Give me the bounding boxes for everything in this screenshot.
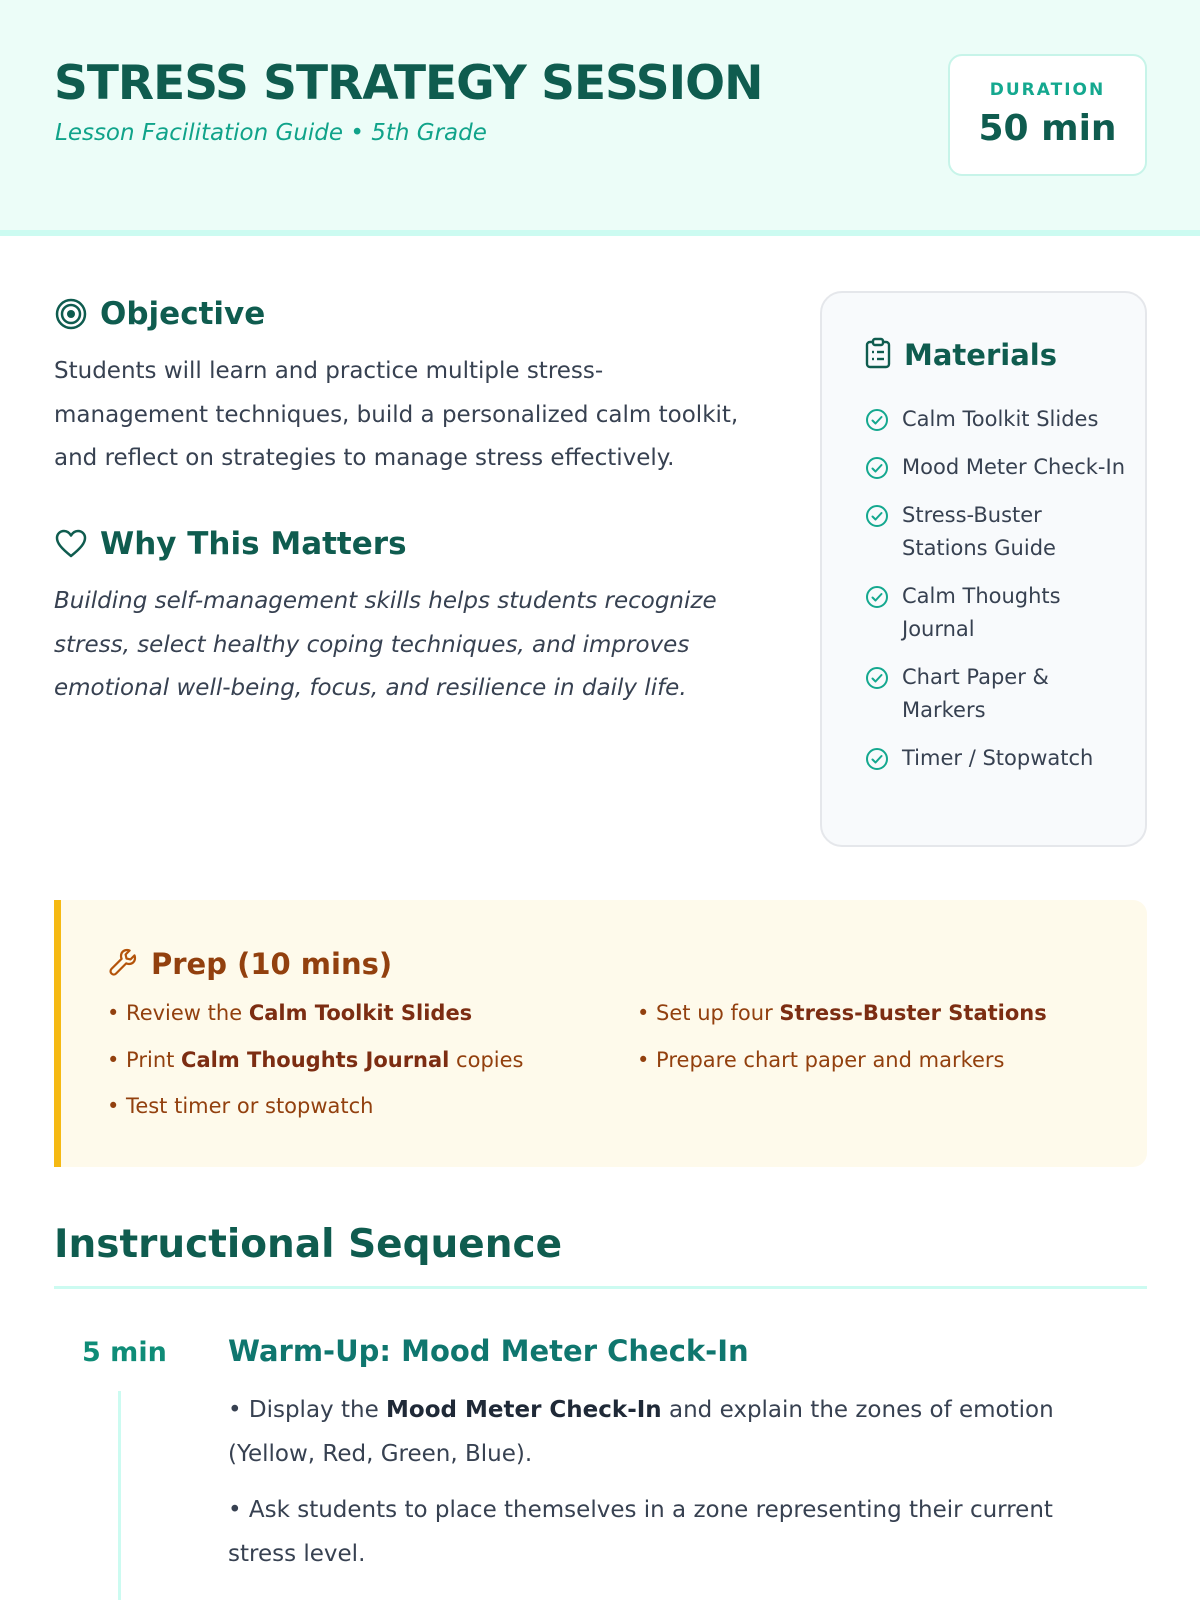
list-item — [864, 742, 1126, 775]
check-circle-icon — [864, 503, 890, 529]
list-item — [864, 661, 1126, 727]
list-item — [864, 580, 1126, 646]
duration-card — [948, 54, 1147, 176]
why-line: emotional well-being, focus, and resilience in daily life. — [54, 675, 687, 701]
objective-line: and reflect on strategies to manage stress effectively. — [54, 445, 675, 471]
material-label: Mood Meter Check-In — [902, 455, 1126, 479]
materials-heading — [864, 337, 1057, 373]
objective-line: management techniques, build a personalized calm toolkit, — [54, 401, 739, 428]
why-heading-label: Why This Matters — [100, 526, 407, 562]
why-text — [54, 580, 774, 711]
why-heading — [54, 526, 407, 562]
objective-line: Students will learn and practice multiple stress- — [54, 358, 604, 384]
step-time: 5 min — [82, 1337, 167, 1368]
list-item — [637, 1048, 1005, 1072]
step-title: Warm-Up: Mood Meter Check-In — [228, 1334, 749, 1368]
prep-bold: Calm Toolkit Slides — [248, 1001, 473, 1025]
list-item — [864, 499, 1126, 565]
check-circle-icon — [864, 407, 890, 433]
why-line: Building self-management skills helps students recognize — [54, 588, 717, 614]
heart-icon — [54, 527, 88, 561]
target-icon — [54, 297, 88, 331]
list-item — [107, 1094, 374, 1118]
prep-text: • Review the — [107, 1001, 249, 1025]
material-label: Chart Paper & Markers — [902, 665, 1049, 722]
material-label: Calm Toolkit Slides — [902, 407, 1099, 431]
prep-bold: Stress-Buster Stations — [779, 1001, 1047, 1025]
materials-heading-label: Materials — [904, 338, 1057, 372]
sequence-heading: Instructional Sequence — [54, 1222, 563, 1267]
check-circle-icon — [864, 746, 890, 772]
bullet-text: • Display the — [228, 1397, 387, 1423]
material-label: Stress-Buster Stations Guide — [902, 503, 1056, 560]
page-header — [0, 0, 1200, 236]
materials-list — [864, 403, 1126, 790]
step-bullet — [228, 1489, 1108, 1576]
why-line: stress, select healthy coping techniques, and improves — [54, 631, 690, 658]
bullet-text: and explain the zones of emotion — [661, 1397, 1054, 1423]
check-circle-icon — [864, 584, 890, 610]
duration-label: DURATION — [989, 80, 1106, 100]
prep-text: • Print — [107, 1048, 182, 1072]
prep-card — [54, 900, 1147, 1167]
materials-card — [820, 291, 1147, 847]
check-circle-icon — [864, 665, 890, 691]
prep-bold: Calm Thoughts Journal — [181, 1048, 450, 1072]
material-label: Calm Thoughts Journal — [902, 584, 1061, 641]
bullet-bold: Mood Meter Check-In — [386, 1397, 662, 1423]
timeline-line — [118, 1391, 121, 1600]
material-label: Timer / Stopwatch — [902, 746, 1094, 770]
duration-value: 50 min — [978, 108, 1117, 149]
bullet-text: (Yellow, Red, Green, Blue). — [228, 1440, 533, 1467]
prep-text: • Set up four — [637, 1001, 780, 1025]
list-item — [864, 451, 1126, 484]
divider — [54, 1286, 1147, 1289]
step-bullet — [228, 1389, 1108, 1476]
list-item — [864, 403, 1126, 436]
clipboard-icon — [864, 337, 892, 373]
list-item — [107, 1048, 523, 1072]
objective-text — [54, 350, 774, 481]
page-title: STRESS STRATEGY SESSION — [54, 56, 763, 111]
prep-heading — [107, 946, 392, 982]
objective-heading-label: Objective — [100, 296, 266, 332]
check-circle-icon — [864, 455, 890, 481]
list-item — [637, 1001, 1047, 1025]
prep-text: • Prepare chart paper and markers — [637, 1048, 1005, 1072]
prep-heading-label: Prep (10 mins) — [151, 947, 393, 981]
list-item — [107, 1001, 472, 1025]
bullet-text: • Ask students to place themselves in a zone representing their current — [228, 1497, 1053, 1523]
bullet-text: stress level. — [228, 1540, 366, 1567]
page-subtitle: Lesson Facilitation Guide • 5th Grade — [55, 120, 487, 146]
objective-heading — [54, 296, 265, 332]
prep-text: copies — [449, 1048, 524, 1072]
wrench-icon — [107, 946, 139, 982]
prep-text: • Test timer or stopwatch — [107, 1094, 374, 1118]
